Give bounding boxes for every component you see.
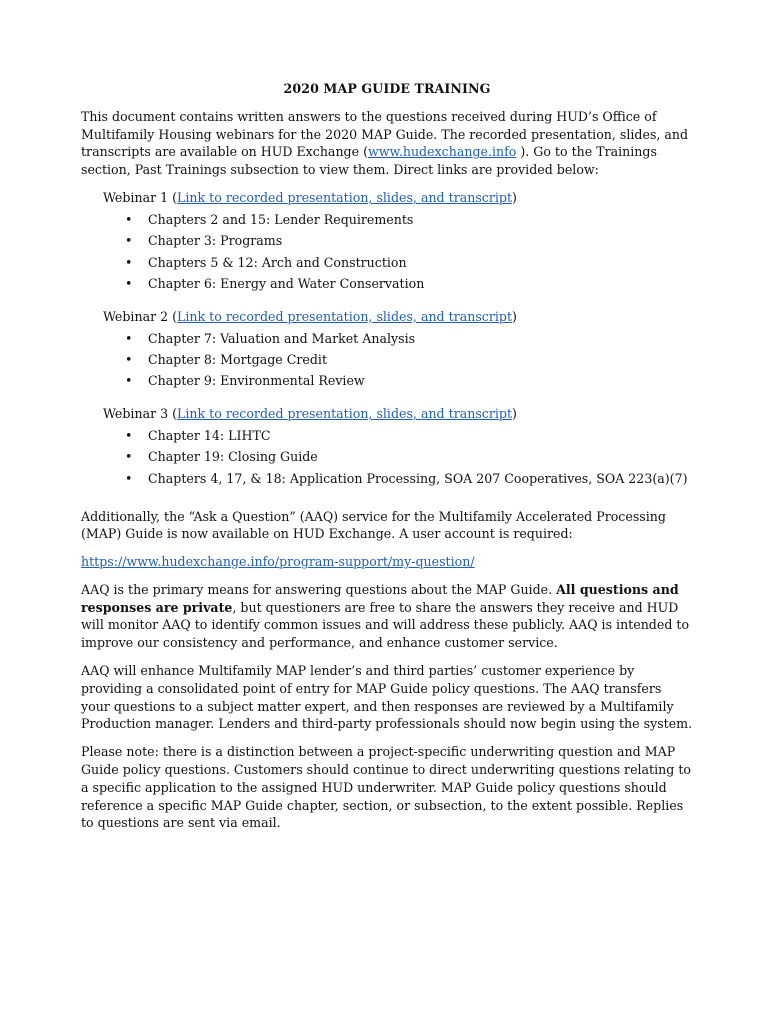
bullet-icon: •: [125, 211, 133, 227]
list-item: [125, 351, 693, 369]
please-note-paragraph: Please note: there is a distinction between a project-specific underwriting question and MAP Guide policy questions. Customers should continue to direct underwriting questions relating to a specific application to the assigned HUD underwriter. MAP Guide policy questions should reference a specific MAP Guide chapter, section, or subsection, to the extent possible. Replies to questions are sent via email.: [81, 744, 691, 831]
webinar-1-close-paren: ): [512, 189, 517, 205]
bullet-icon: •: [125, 351, 133, 367]
aaq-private-emphasis: All questions and responses are private: [81, 581, 679, 615]
list-item-text: Chapters 4, 17, & 18: Application Processing, SOA 207 Cooperatives, SOA 223(a)(7): [148, 470, 688, 486]
list-item: [125, 211, 693, 229]
document-page: [81, 80, 693, 842]
webinar-2-heading: [103, 308, 693, 326]
webinar-2-section: [103, 308, 693, 390]
webinar-3-label: Webinar 3 (: [103, 406, 178, 422]
list-item: [125, 448, 693, 466]
list-item-text: Chapter 3: Programs: [148, 233, 283, 249]
webinar-3-heading: [103, 405, 693, 423]
list-item-text: Chapters 2 and 15: Lender Requirements: [148, 211, 414, 227]
aaq-link-paragraph: [81, 553, 693, 571]
list-item: [125, 372, 693, 390]
intro-paragraph: [81, 108, 693, 179]
aaq-primary-text-before: AAQ is the primary means for answering questions about the MAP Guide.: [81, 581, 557, 597]
list-item-text: Chapter 8: Mortgage Credit: [148, 351, 328, 367]
webinar-1-label: Webinar 1 (: [103, 189, 178, 205]
list-item: [125, 470, 693, 488]
webinar-3-chapter-list: [103, 427, 693, 488]
webinar-2-chapter-list: [103, 330, 693, 391]
list-item-text: Chapter 7: Valuation and Market Analysis: [148, 330, 416, 346]
webinar-3-section: [103, 405, 693, 487]
list-item: [125, 254, 693, 272]
list-item-text: Chapter 14: LIHTC: [148, 427, 271, 443]
bullet-icon: •: [125, 233, 133, 249]
list-item-text: Chapter 9: Environmental Review: [148, 373, 365, 389]
webinar-3-close-paren: ): [512, 406, 517, 422]
bullet-icon: •: [125, 449, 133, 465]
list-item: [125, 330, 693, 348]
aaq-enhance-paragraph: AAQ will enhance Multifamily MAP lender’s and third parties’ customer experience by providing a consolidated point of entry for MAP Guide policy questions. The AAQ transfers your questions to a subject matter expert, and then responses are reviewed by a Multifamily Production manager. Lenders and third-party professionals should now begin using the system.: [81, 663, 693, 732]
webinar-1-heading: [103, 189, 693, 207]
aaq-primary-paragraph: [81, 581, 693, 652]
webinar-3-recording-link[interactable]: Link to recorded presentation, slides, and transcript: [177, 406, 513, 422]
bullet-icon: •: [125, 470, 133, 486]
intro-text-after-link: ). Go to the Trainings section, Past Trainings subsection to view them. Direct links are provided below:: [81, 144, 657, 178]
document-title: 2020 MAP GUIDE TRAINING: [283, 81, 491, 96]
bullet-icon: •: [125, 275, 133, 291]
hudexchange-link[interactable]: www.hudexchange.info: [367, 144, 517, 160]
bullet-icon: •: [125, 254, 133, 270]
aaq-intro-paragraph: Additionally, the “Ask a Question” (AAQ) service for the Multifamily Accelerated Processing (MAP) Guide is now available on HUD Exchange. A user account is required:: [81, 508, 666, 542]
list-item: [125, 232, 693, 250]
list-item-text: Chapter 19: Closing Guide: [148, 449, 318, 465]
webinar-1-recording-link[interactable]: Link to recorded presentation, slides, and transcript: [177, 189, 513, 205]
webinar-2-recording-link[interactable]: Link to recorded presentation, slides, and transcript: [177, 308, 513, 324]
webinar-1-chapter-list: [103, 211, 693, 293]
intro-text-before-link: This document contains written answers to the questions received during HUD’s Office of Multifamily Housing webinars for the 2020 MAP Guide. The recorded presentation, slides, and transcripts are available on HUD Exchange (: [81, 108, 689, 160]
webinar-2-close-paren: ): [512, 308, 517, 324]
aaq-link[interactable]: https://www.hudexchange.info/program-support/my-question/: [81, 554, 475, 570]
bullet-icon: •: [125, 373, 133, 389]
list-item-text: Chapter 6: Energy and Water Conservation: [148, 275, 425, 291]
webinar-2-label: Webinar 2 (: [103, 308, 178, 324]
bullet-icon: •: [125, 427, 133, 443]
aaq-primary-text-after: , but questioners are free to share the answers they receive and HUD will monitor AAQ to identify common issues and will address these publicly. AAQ is intended to improve our consistency and performance, and enhance customer service.: [81, 599, 690, 651]
bullet-icon: •: [125, 330, 133, 346]
list-item: [125, 275, 693, 293]
webinar-1-section: [103, 189, 693, 293]
list-item-text: Chapters 5 & 12: Arch and Construction: [148, 254, 407, 270]
list-item: [125, 427, 693, 445]
